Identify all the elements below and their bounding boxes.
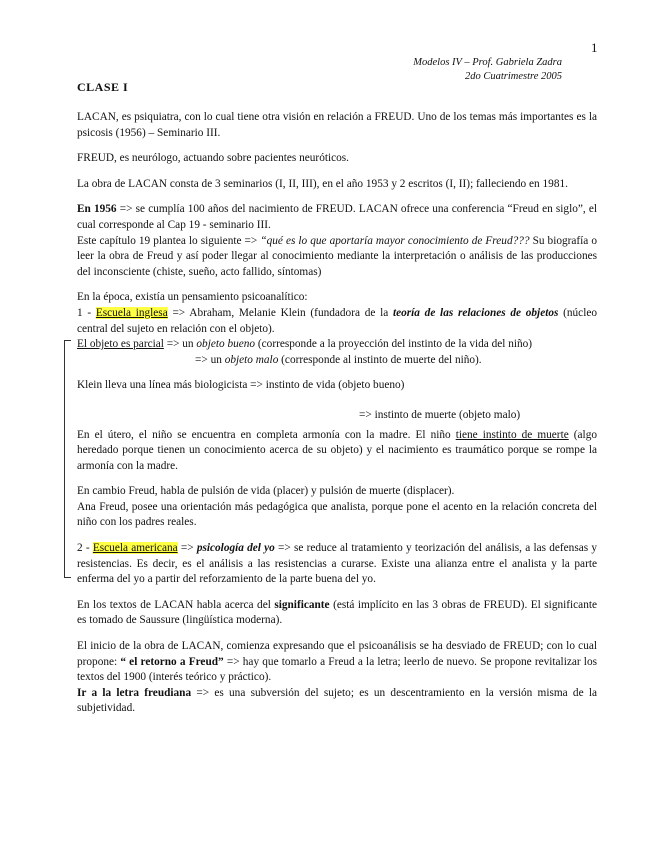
paragraph-ana-freud: Ana Freud, posee una orientación más pedagógica que analista, porque pone el acento en la relación concreta del niño con los padres reales. xyxy=(77,500,597,529)
header-term: 2do Cuatrimestre 2005 xyxy=(464,71,562,82)
klein-line-2: => instinto de muerte (objeto malo) xyxy=(359,408,521,421)
paragraph-capitulo-19 xyxy=(77,234,597,281)
school-1-number: 1 - xyxy=(77,306,96,319)
objeto-parcial-line1 xyxy=(77,337,597,353)
paragraph-lacan: LACAN, es psiquiatra, con lo cual tiene otra visión en relación a FREUD. Uno de los temas más importantes es la psicosis (1956) – Seminario III. xyxy=(77,111,597,139)
paragraph-1956 xyxy=(77,202,597,233)
retorno-text-a: El inicio de la obra de LACAN, comienza expresando que el psicoanálisis se ha desviado de FREUD; con lo cual propone: xyxy=(77,640,597,668)
paragraph-significante xyxy=(77,598,597,629)
objeto-l1a: => un xyxy=(163,338,197,351)
objeto-l1b: (corresponde a la proyección del instinto de la vida del niño) xyxy=(255,338,533,351)
header xyxy=(413,56,562,84)
school-2-text-b: => se reduce al tratamiento y teorización del análisis, a las defensas y resistencias. Es decir, es el análisis a las resistencias a curarse. Existe una alianza entre el analista y la parte enferma del yo a partir del reforzamiento de la parte buena del yo. xyxy=(77,542,598,586)
objeto-l2b: (corresponde al instinto de muerte del niño). xyxy=(278,353,482,366)
significante-text-a: En los textos de LACAN habla acerca del xyxy=(77,598,275,611)
school-2-americana xyxy=(77,541,597,588)
cap19-text-b: Su biografía o leer la obra de Freud y así poder llegar al conocimiento mediante la interpretación o análisis de las producciones del inconsciente (chiste, sueño, acto fallido, síntomas) xyxy=(77,234,598,278)
utero-text-a: En el útero, el niño se encuentra en completa armonía con la madre. El niño xyxy=(77,428,456,441)
school-1-label: Escuela inglesa xyxy=(95,306,168,319)
document-body xyxy=(77,110,597,717)
school-1-inglesa xyxy=(77,306,597,337)
year-1956: En 1956 xyxy=(77,203,117,216)
cap19-text-a: Este capítulo 19 plantea lo siguiente => xyxy=(77,234,261,247)
paragraph-obra: La obra de LACAN consta de 3 seminarios (I, II, III), en el año 1953 y 2 escritos (I, II); falleciendo en 1981. xyxy=(77,177,568,190)
objeto-parcial-label: El objeto es parcial xyxy=(77,338,164,351)
school-2-number: 2 - xyxy=(77,542,93,555)
letra-freudiana-term: Ir a la letra freudiana xyxy=(77,686,192,699)
utero-text-b: (algo heredado porque tienen un conocimiento acerca de su objeto) y el nacimiento es traumático porque se rompe la armonía con la madre. xyxy=(77,428,597,472)
objeto-malo: objeto malo xyxy=(224,353,279,366)
cap19-question: “qué es lo que aportaría mayor conocimiento de Freud??? xyxy=(260,234,530,247)
school-2-label: Escuela americana xyxy=(92,542,178,555)
retorno-text-b: => hay que tomarlo a Freud a la letra; leerlo de nuevo. Se propone revitalizar los textos del 1900 (interés teórico y práctico). xyxy=(77,655,597,684)
paragraph-utero xyxy=(77,428,597,475)
paragraph-epoca: En la época, existía un pensamiento psicoanalítico: xyxy=(77,291,308,304)
letra-freudiana-text: => es una subversión del sujeto; es un descentramiento en la versión misma de la subjetividad. xyxy=(77,686,597,715)
retorno-term: “ el retorno a Freud” xyxy=(120,655,224,668)
school-2-text-a: => xyxy=(177,542,197,555)
school-1-text-a: => Abraham, Melanie Klein (fundadora de la xyxy=(167,306,393,319)
section-bracket xyxy=(64,340,71,578)
paragraph-1956-text: => se cumplía 100 años del nacimiento de FREUD. LACAN ofrece una conferencia “Freud en siglo”, el cual corresponde al Cap 19 - seminario III. xyxy=(77,203,597,231)
objeto-bueno: objeto bueno xyxy=(196,338,256,351)
significante-term: significante xyxy=(274,598,330,611)
header-course: Modelos IV – Prof. Gabriela Zadra xyxy=(413,57,562,68)
klein-line-1: Klein lleva una línea más biologicista => instinto de vida (objeto bueno) xyxy=(77,379,405,392)
page-number: 1 xyxy=(591,40,598,55)
school-1-theory: teoría de las relaciones de objetos xyxy=(392,306,559,319)
school-1-text-b: (núcleo central del sujeto en relación con el objeto). xyxy=(77,306,598,335)
paragraph-pulsion: En cambio Freud, habla de pulsión de vida (placer) y pulsión de muerte (displacer). xyxy=(77,485,455,498)
page-title: CLASE I xyxy=(77,80,129,94)
school-2-theory: psicología del yo xyxy=(196,542,275,555)
paragraph-freud: FREUD, es neurólogo, actuando sobre pacientes neuróticos. xyxy=(77,152,349,165)
utero-instinto: tiene instinto de muerte xyxy=(455,428,569,441)
paragraph-retorno xyxy=(77,639,597,686)
paragraph-letra-freudiana xyxy=(77,686,597,717)
significante-text-b: (está implícito en las 3 obras de FREUD). El significante es tomado de Saussure (lingüística moderna). xyxy=(77,598,597,627)
objeto-parcial-line2 xyxy=(77,353,597,369)
objeto-l2a: => un xyxy=(195,353,225,366)
